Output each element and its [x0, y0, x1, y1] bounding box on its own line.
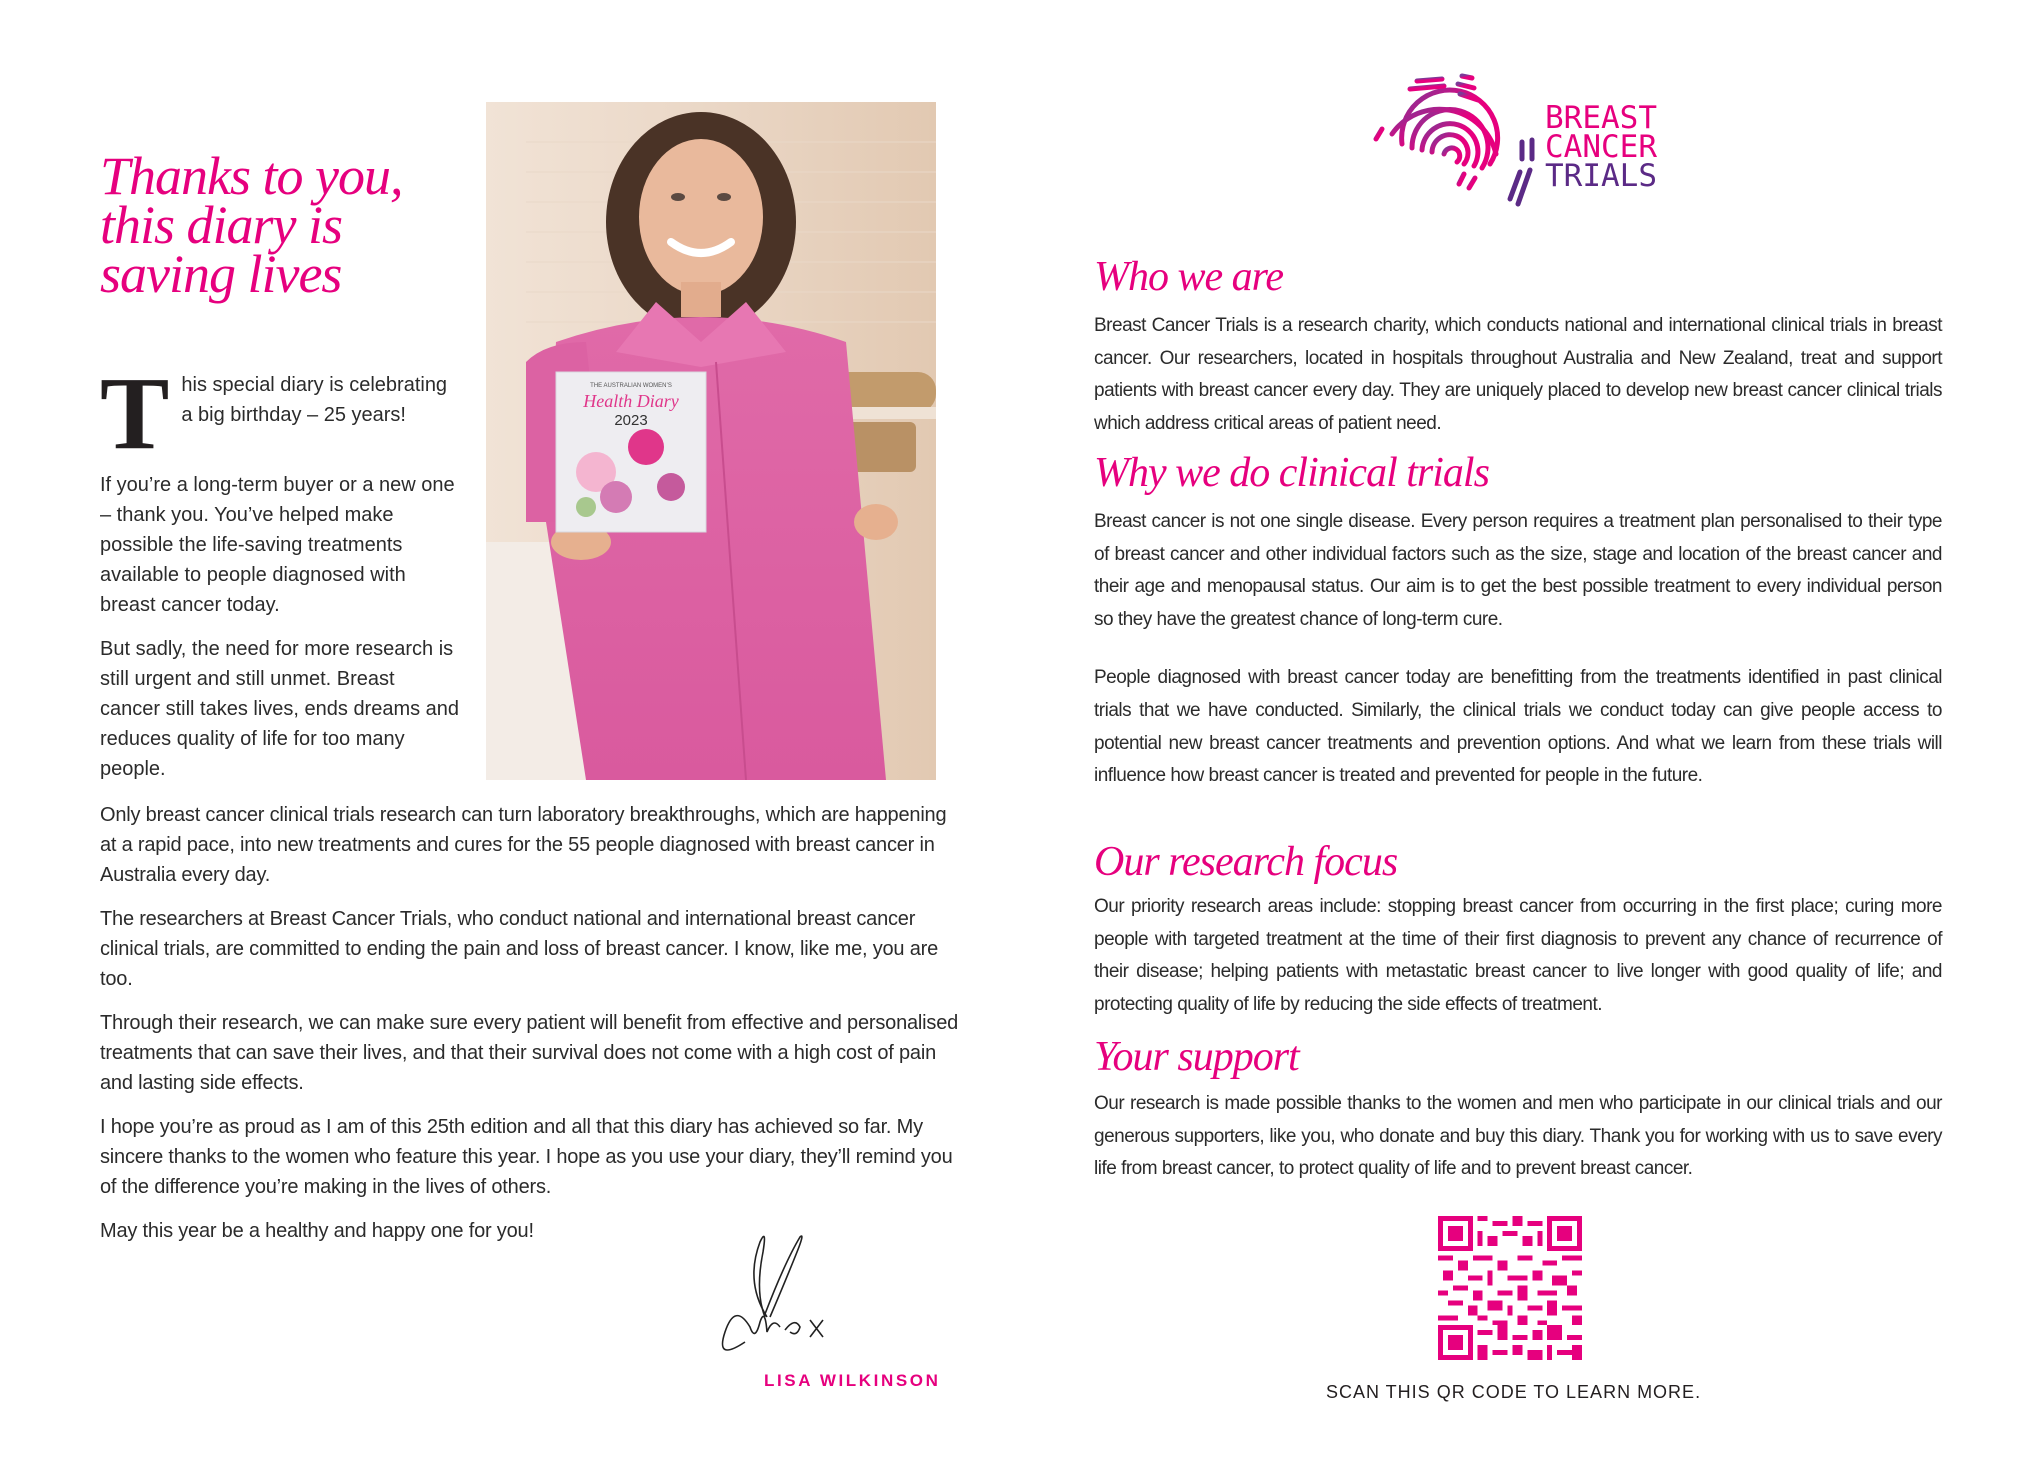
paragraph: But sadly, the need for more research is still urgent and still unmet. Breast cancer still takes lives, ends dreams and reduces quality of life for too many people.: [100, 638, 460, 780]
paragraph: May this year be a healthy and happy one for you!: [100, 1220, 534, 1242]
section-heading-your-support: Your support: [1094, 1034, 1299, 1080]
book-overline: THE AUSTRALIAN WOMEN’S: [590, 383, 672, 389]
paragraph: Through their research, we can make sure every patient will benefit from effective and personalised treatments that can save their lives, and that their survival does not come with a high cost of pain and lasting side effects.: [100, 1012, 959, 1094]
section-heading-who-we-are: Who we are: [1094, 254, 1284, 300]
drop-cap: T: [100, 356, 170, 471]
logo-line-1: BREAST: [1545, 100, 1657, 136]
narrow-paragraphs: [100, 470, 460, 798]
paragraph: If you’re a long-term buyer or a new one – thank you. You’ve helped make possible the life-saving treatments available to people diagnosed with breast cancer today.: [100, 474, 455, 616]
section-body-research-focus: [1094, 891, 1942, 1021]
paragraph: Our research is made possible thanks to the women and men who participate in our clinical trials and our generous supporters, like you, who donate and buy this diary. Thank you for working with us to save every life from breast cancer, to protect quality of life and to prevent breast cancer.: [1094, 1093, 1942, 1180]
wide-paragraphs: [100, 800, 960, 1260]
signature-name: LISA WILKINSON: [764, 1371, 941, 1390]
section-heading-research-focus: Our research focus: [1094, 839, 1398, 885]
section-body-who-we-are: [1094, 310, 1942, 440]
section-body-why-clinical-trials: [1094, 506, 1942, 793]
paragraph: The researchers at Breast Cancer Trials, who conduct national and international breast cancer clinical trials, are committed to ending the pain and loss of breast cancer. I know, like me, you are too.: [100, 908, 939, 990]
book-year: 2023: [614, 412, 648, 429]
paragraph: I hope you’re as proud as I am of this 25th edition and all that this diary has achieved so far. My sincere thanks to the women who feature this year. I hope as you use your diary, they’ll remind you of the difference you’re making in the lives of others.: [100, 1116, 953, 1198]
title-line-2: this diary is: [100, 195, 343, 255]
page-title: [100, 146, 480, 304]
title-line-3: saving lives: [100, 244, 342, 304]
paragraph: Breast cancer is not one single disease. Every person requires a treatment plan personalised to their type of breast cancer and other individual factors such as the size, stage and location of the breast cancer and their age and menopausal status. Our aim is to get the best possible treatment to every individual person so they have the greatest chance of long-term cure.: [1094, 511, 1942, 630]
signature-icon: [705, 1222, 855, 1372]
portrait-photo: [486, 102, 936, 780]
paragraph: People diagnosed with breast cancer today are benefitting from the treatments identified in past clinical trials that we have conducted. Similarly, the clinical trials we conduct today can give people access to potential new breast cancer treatments and prevention options. And what we learn from these trials will influence how breast cancer is treated and prevented for people in the future.: [1094, 667, 1942, 787]
intro-text: his special diary is celebrating a big birthday – 25 years!: [181, 374, 448, 426]
portrait-illustration: [486, 102, 936, 780]
section-heading-why-clinical-trials: Why we do clinical trials: [1094, 450, 1489, 496]
paragraph: Only breast cancer clinical trials research can turn laboratory breakthroughs, which are happening at a rapid pace, into new treatments and cures for the 55 people diagnosed with breast cancer in Australia every day.: [100, 804, 947, 886]
qr-caption: SCAN THIS QR CODE TO LEARN MORE.: [1326, 1382, 1702, 1402]
qr-code-icon[interactable]: [1438, 1216, 1582, 1360]
book-title: Health Diary: [583, 391, 679, 411]
section-body-your-support: [1094, 1088, 1942, 1186]
paragraph: Breast Cancer Trials is a research charity, which conducts national and international clinical trials in breast cancer. Our researchers, located in hospitals throughout Australia and New Zealand, treat and support patients with breast cancer every day. They are uniquely placed to develop new breast cancer clinical trials which address critical areas of patient need.: [1094, 315, 1942, 434]
logo-line-2: CANCER: [1545, 129, 1657, 165]
title-line-1: Thanks to you,: [100, 146, 403, 206]
logo-line-3: TRIALS: [1545, 158, 1657, 194]
intro-paragraph: [100, 356, 460, 471]
logo-wordmark: [1545, 100, 1657, 194]
paragraph: Our priority research areas include: stopping breast cancer from occurring in the first place; curing more people with targeted treatment at the time of their first diagnosis to prevent any chance of recurrence of their disease; helping patients with metastatic breast cancer to live longer with good quality of life; and protecting quality of life by reducing the side effects of treatment.: [1094, 896, 1942, 1015]
